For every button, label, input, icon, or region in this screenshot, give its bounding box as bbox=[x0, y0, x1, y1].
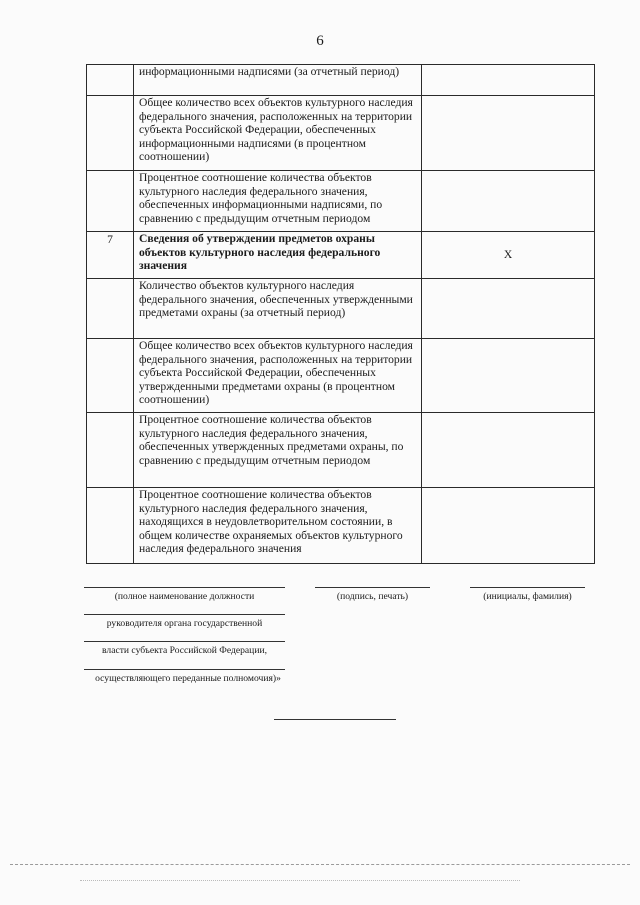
signature-line bbox=[315, 587, 430, 588]
name-line bbox=[470, 587, 585, 588]
table-row bbox=[87, 279, 595, 339]
position-caption-line3: власти субъекта Российской Федерации, bbox=[102, 645, 267, 656]
closing-line bbox=[274, 719, 396, 720]
table-row bbox=[87, 65, 595, 96]
row-number bbox=[87, 96, 134, 171]
position-caption-line2: руководителя органа государственной bbox=[106, 618, 263, 629]
position-caption: (полное наименование должности bbox=[114, 591, 255, 602]
row-value bbox=[422, 65, 595, 96]
row-value bbox=[422, 279, 595, 339]
row-description: Количество объектов культурного наследия федерального значения, обеспеченных утвержденными предметами охраны (за отчетный период) bbox=[134, 279, 422, 339]
position-signature-line bbox=[84, 587, 285, 588]
name-caption: (инициалы, фамилия) bbox=[483, 591, 572, 602]
scan-edge-line bbox=[10, 864, 630, 865]
row-number bbox=[87, 488, 134, 564]
row-value bbox=[422, 488, 595, 564]
section-row bbox=[87, 232, 595, 279]
position-caption-line4: осуществляющего переданные полномочия)» bbox=[95, 673, 281, 684]
row-description: информационными надписями (за отчетный период) bbox=[134, 65, 422, 96]
section-value-mark: X bbox=[422, 232, 595, 279]
scan-artifact-line bbox=[80, 880, 520, 881]
section-title: Сведения об утверждении предметов охраны объектов культурного наследия федерального значения bbox=[134, 232, 422, 279]
row-number bbox=[87, 339, 134, 413]
row-number bbox=[87, 279, 134, 339]
table-row bbox=[87, 339, 595, 413]
row-description: Процентное соотношение количества объектов культурного наследия федерального значения, обеспеченных информационными надписями, по сравнению с предыдущим отчетным периодом bbox=[134, 171, 422, 232]
row-description: Общее количество всех объектов культурного наследия федерального значения, расположенных на территории субъекта Российской Федерации, обеспеченных информационными надписями (в процентном соотношении) bbox=[134, 96, 422, 171]
indicators-table bbox=[86, 64, 595, 564]
position-line-3 bbox=[84, 641, 285, 642]
table-row bbox=[87, 488, 595, 564]
section-number: 7 bbox=[87, 232, 134, 279]
table-row bbox=[87, 171, 595, 232]
table-row bbox=[87, 413, 595, 488]
row-number bbox=[87, 171, 134, 232]
signature-caption: (подпись, печать) bbox=[336, 591, 409, 602]
row-number bbox=[87, 65, 134, 96]
position-line-4 bbox=[84, 669, 285, 670]
row-value bbox=[422, 171, 595, 232]
row-number bbox=[87, 413, 134, 488]
row-value bbox=[422, 339, 595, 413]
position-line-2 bbox=[84, 614, 285, 615]
row-description: Процентное соотношение количества объектов культурного наследия федерального значения, находящихся в неудовлетворительном состоянии, в общем количестве охраняемых объектов культурного наследия федерального значения bbox=[134, 488, 422, 564]
row-value bbox=[422, 413, 595, 488]
row-description: Процентное соотношение количества объектов культурного наследия федерального значения, обеспеченных утвержденных предметами охраны, по сравнению с предыдущим отчетным периодом bbox=[134, 413, 422, 488]
row-description: Общее количество всех объектов культурного наследия федерального значения, расположенных на территории субъекта Российской Федерации, обеспеченных утвержденными предметами охраны (в процентном соотношении) bbox=[134, 339, 422, 413]
page-number: 6 bbox=[316, 33, 324, 49]
row-value bbox=[422, 96, 595, 171]
table-row bbox=[87, 96, 595, 171]
